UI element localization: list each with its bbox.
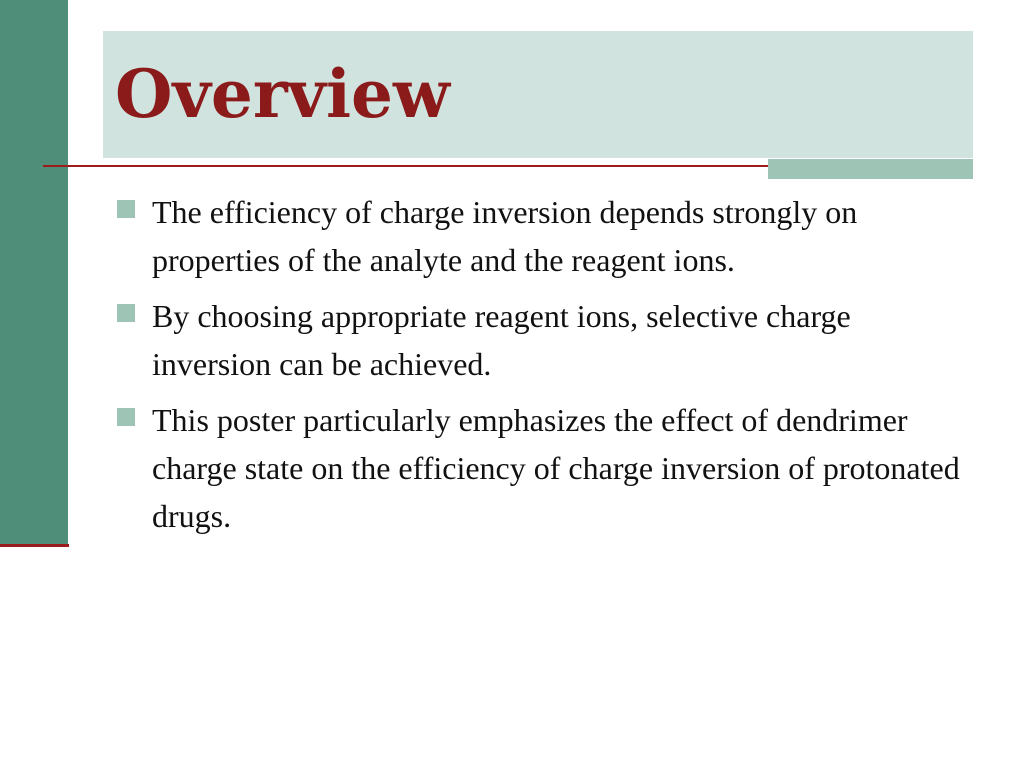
slide-title: Overview	[115, 55, 450, 133]
accent-block	[768, 159, 973, 179]
bullet-text: The efficiency of charge inversion depends strongly on properties of the analyte and the reagent ions.	[152, 194, 858, 278]
bullet-item	[110, 292, 970, 388]
bullet-item	[110, 188, 970, 284]
bullet-list	[110, 188, 970, 548]
square-bullet-icon	[117, 304, 135, 322]
title-box	[103, 31, 973, 158]
bullet-text: By choosing appropriate reagent ions, selective charge inversion can be achieved.	[152, 298, 851, 382]
left-accent-bar	[0, 0, 68, 545]
square-bullet-icon	[117, 200, 135, 218]
bullet-text: This poster particularly emphasizes the effect of dendrimer charge state on the efficiency of charge inversion of protonated drugs.	[152, 402, 960, 534]
square-bullet-icon	[117, 408, 135, 426]
left-bar-rule	[0, 544, 69, 547]
bullet-item	[110, 396, 970, 540]
